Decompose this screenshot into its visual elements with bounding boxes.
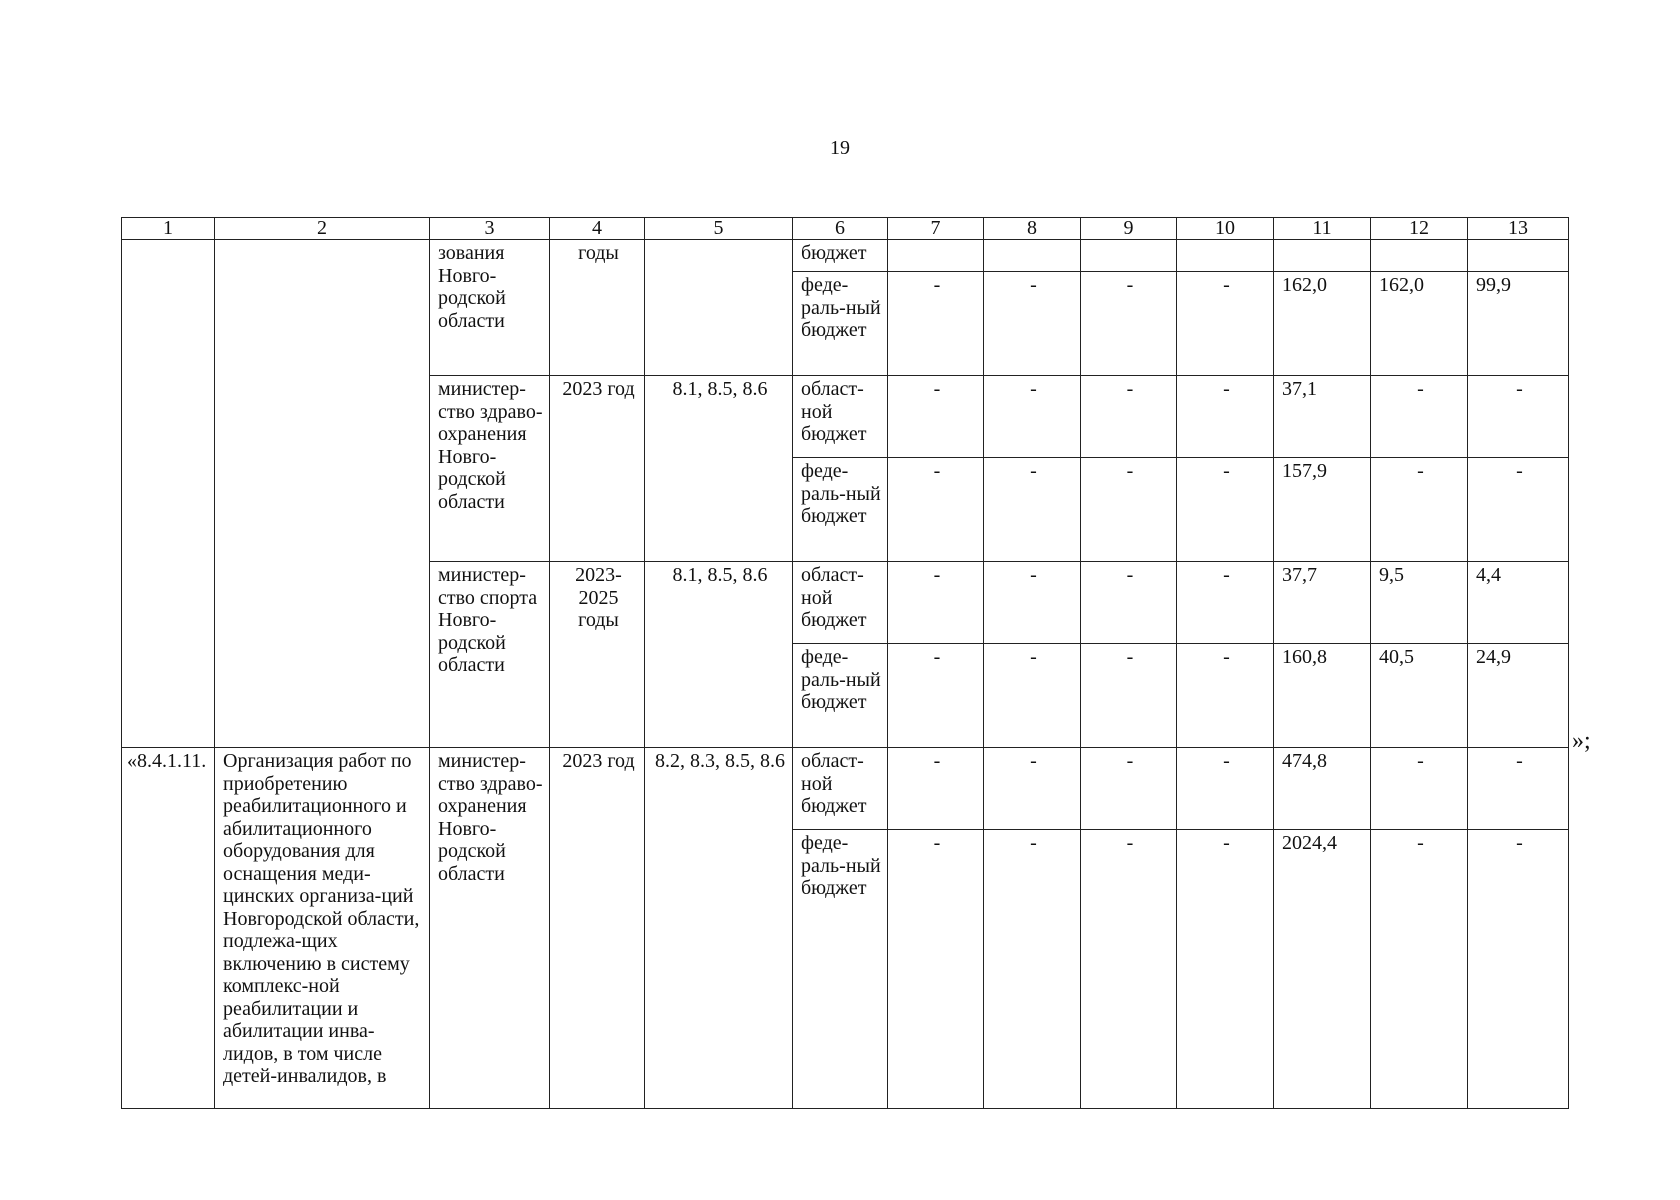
col-header: 1 [122, 218, 215, 240]
cell-measure-name: Организация работ по приобретению реабилитационного и абилитационного оборудования для оснащения меди-цинских организа-ций Новгородской области, подлежа-щих включению в систему комплекс-ной реабилитации и абилитации инва-лидов, в том числе детей-инвалидов, в [215, 748, 430, 1109]
cell-value: - [1081, 562, 1177, 644]
cell-value: 99,9 [1468, 272, 1569, 376]
col-header: 2 [215, 218, 430, 240]
cell-value: - [888, 458, 984, 562]
cell-value: - [1177, 562, 1274, 644]
cell-value: 24,9 [1468, 644, 1569, 748]
cell-value: - [1081, 748, 1177, 830]
cell-value: - [1371, 458, 1468, 562]
cell-value: - [1468, 376, 1569, 458]
cell-value: - [1468, 830, 1569, 1109]
cell-value: - [888, 272, 984, 376]
cell-value: - [984, 562, 1081, 644]
cell-source: феде-раль-ный бюджет [793, 272, 888, 376]
program-table [121, 217, 1569, 1109]
cell-targets: 8.1, 8.5, 8.6 [645, 376, 793, 562]
cell-value: - [1468, 748, 1569, 830]
col-header: 11 [1274, 218, 1371, 240]
cell-source: област-ной бюджет [793, 562, 888, 644]
cell-period: 2023 год [550, 748, 645, 1109]
cell-period: 2023-2025 годы [550, 562, 645, 748]
cell-value: 2024,4 [1274, 830, 1371, 1109]
cell-value [1081, 240, 1177, 272]
cell-value: - [1177, 830, 1274, 1109]
cell-value: - [1177, 458, 1274, 562]
cell-source: бюджет [793, 240, 888, 272]
col-header: 10 [1177, 218, 1274, 240]
cell-value: - [1081, 458, 1177, 562]
cell-value [888, 240, 984, 272]
cell-value: - [888, 830, 984, 1109]
col-header: 12 [1371, 218, 1468, 240]
col-header: 8 [984, 218, 1081, 240]
cell-value: 162,0 [1274, 272, 1371, 376]
cell-source: феде-раль-ный бюджет [793, 830, 888, 1109]
cell-executor: министер-ство здраво-охранения Новго-родской области [430, 748, 550, 1109]
col-header: 5 [645, 218, 793, 240]
cell-source: феде-раль-ный бюджет [793, 644, 888, 748]
cell-value: - [984, 272, 1081, 376]
cell-value: - [1371, 748, 1468, 830]
cell-value: - [984, 376, 1081, 458]
col-header: 6 [793, 218, 888, 240]
cell-source: област-ной бюджет [793, 376, 888, 458]
cell-value: 9,5 [1371, 562, 1468, 644]
cell-value: - [1081, 376, 1177, 458]
cell-item-number: «8.4.1.11. [122, 748, 215, 1109]
cell-executor: министер-ство здраво-охранения Новго-родской области [430, 376, 550, 562]
cell-period: 2023 год [550, 376, 645, 562]
cell-targets: 8.1, 8.5, 8.6 [645, 562, 793, 748]
cell-executor: зования Новго-родской области [430, 240, 550, 376]
cell-item-number [122, 240, 215, 748]
cell-value [1468, 240, 1569, 272]
col-header: 7 [888, 218, 984, 240]
cell-value: - [888, 376, 984, 458]
cell-value: - [1468, 458, 1569, 562]
cell-targets [645, 240, 793, 376]
cell-value: - [1371, 830, 1468, 1109]
col-header: 13 [1468, 218, 1569, 240]
cell-value: 40,5 [1371, 644, 1468, 748]
cell-value [1274, 240, 1371, 272]
page-number: 19 [830, 137, 850, 159]
cell-value: 162,0 [1371, 272, 1468, 376]
col-header: 4 [550, 218, 645, 240]
header-row [122, 218, 1569, 240]
cell-value: 474,8 [1274, 748, 1371, 830]
cell-value: - [888, 748, 984, 830]
cell-value: 160,8 [1274, 644, 1371, 748]
col-header: 3 [430, 218, 550, 240]
cell-source: област-ной бюджет [793, 748, 888, 830]
cell-value: - [984, 748, 1081, 830]
table-row [122, 240, 1569, 272]
cell-value [1371, 240, 1468, 272]
col-header: 9 [1081, 218, 1177, 240]
cell-value: - [984, 830, 1081, 1109]
cell-value: - [1177, 644, 1274, 748]
cell-value: - [1081, 830, 1177, 1109]
cell-measure-name [215, 240, 430, 748]
cell-value [984, 240, 1081, 272]
table-row [122, 748, 1569, 830]
cell-value: 37,1 [1274, 376, 1371, 458]
cell-value: - [1081, 644, 1177, 748]
cell-value: - [1081, 272, 1177, 376]
cell-value: - [1177, 376, 1274, 458]
cell-value: - [1177, 272, 1274, 376]
cell-value [1177, 240, 1274, 272]
cell-value: - [888, 644, 984, 748]
cell-value: - [888, 562, 984, 644]
cell-value: - [984, 458, 1081, 562]
cell-targets: 8.2, 8.3, 8.5, 8.6 [645, 748, 793, 1109]
cell-value: - [1371, 376, 1468, 458]
cell-value: 37,7 [1274, 562, 1371, 644]
cell-value: 157,9 [1274, 458, 1371, 562]
cell-executor: министер-ство спорта Новго-родской области [430, 562, 550, 748]
cell-source: феде-раль-ный бюджет [793, 458, 888, 562]
closing-quote: »; [1572, 728, 1591, 754]
cell-period: годы [550, 240, 645, 376]
cell-value: - [984, 644, 1081, 748]
cell-value: - [1177, 748, 1274, 830]
cell-value: 4,4 [1468, 562, 1569, 644]
